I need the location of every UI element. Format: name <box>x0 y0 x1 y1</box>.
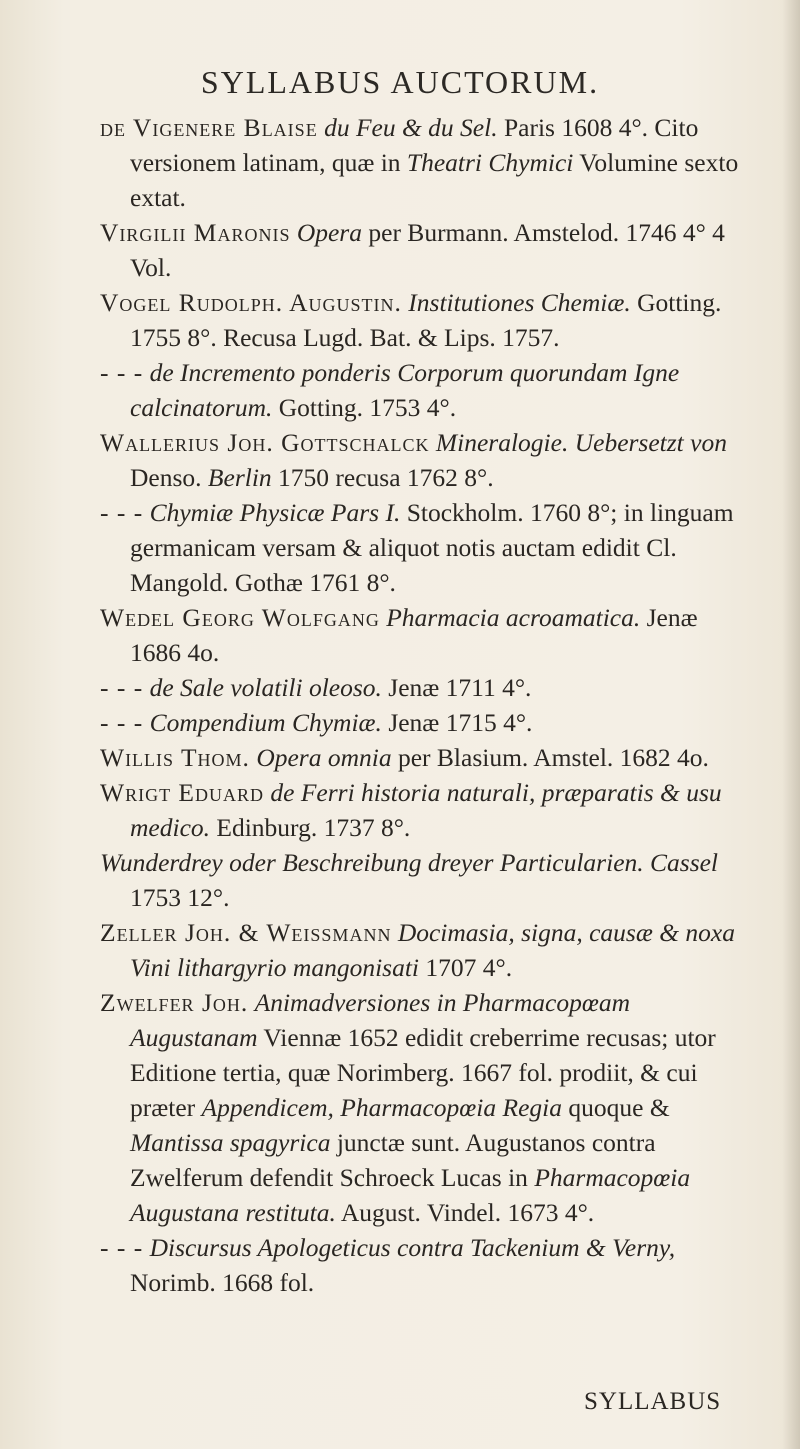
bibliography-entry: Wunderdrey oder Beschreibung dreyer Particularien. Cassel 1753 12°. <box>100 848 719 912</box>
catchword: SYLLABUS <box>584 1388 722 1415</box>
running-head: SYLLABUS AUCTORUM. <box>200 64 600 100</box>
bibliography-entry: - - - Discursus Apologeticus contra Tackenium & Verny, Norimb. 1668 fol. <box>100 1233 676 1297</box>
bibliography-entry: Virgilii Maronis Opera per Burmann. Amstelod. 1746 4° 4 Vol. <box>100 218 725 282</box>
bibliography-entry: Vogel Rudolph. Augustin. Institutiones Chemiæ. Gotting. 1755 8°. Recusa Lugd. Bat. & Lips. 1757. <box>100 288 722 352</box>
bibliography-entry: Zwelfer Joh. Animadversiones in Pharmacopœam Augustanam Viennæ 1652 edidit creberrime recusas; utor Editione tertia, quæ Norimberg. 1667 fol. prodiit, & cui præter Appendicem, Pharmacopœia Regia quoque & Mantissa spagyrica junctæ sunt. Augustanos contra Zwelferum defendit Schroeck Lucas in Pharmacopœia Augustana restituta. August. Vindel. 1673 4°. <box>100 988 716 1227</box>
bibliography-entry: Wrigt Eduard de Ferri historia naturali, præparatis & usu medico. Edinburg. 1737 8°. <box>100 778 722 842</box>
bibliography-entry: Zeller Joh. & Weissmann Docimasia, signa, causæ & noxa Vini lithargyrio mangonisati 1707 4°. <box>100 918 735 982</box>
bibliography-entry: Willis Thom. Opera omnia per Blasium. Amstel. 1682 4o. <box>100 743 709 772</box>
page-edge-shadow <box>782 0 800 1449</box>
bibliography-entry: Wedel Georg Wolfgang Pharmacia acroamatica. Jenæ 1686 4o. <box>100 603 698 667</box>
bibliography-entry: - - - de Incremento ponderis Corporum quorundam Igne calcinatorum. Gotting. 1753 4°. <box>100 358 680 422</box>
bibliography-entry: de Vigenere Blaise du Feu & du Sel. Paris 1608 4°. Cito versionem latinam, quæ in Theatri Chymici Volumine sexto extat. <box>100 113 739 212</box>
bibliography-entry: Wallerius Joh. Gottschalck Mineralogie. Uebersetzt von Denso. Berlin 1750 recusa 1762 8°. <box>100 428 727 492</box>
bibliography-entry: - - - Chymiæ Physicæ Pars I. Stockholm. 1760 8°; in linguam germanicam versam & aliquot notis auctam edidit Cl. Mangold. Gothæ 1761 8°. <box>100 498 734 597</box>
bibliography-entry: - - - Compendium Chymiæ. Jenæ 1715 4°. <box>100 708 533 737</box>
bibliography-list <box>100 110 740 1300</box>
bibliography-entry: - - - de Sale volatili oleoso. Jenæ 1711 4°. <box>100 673 532 702</box>
